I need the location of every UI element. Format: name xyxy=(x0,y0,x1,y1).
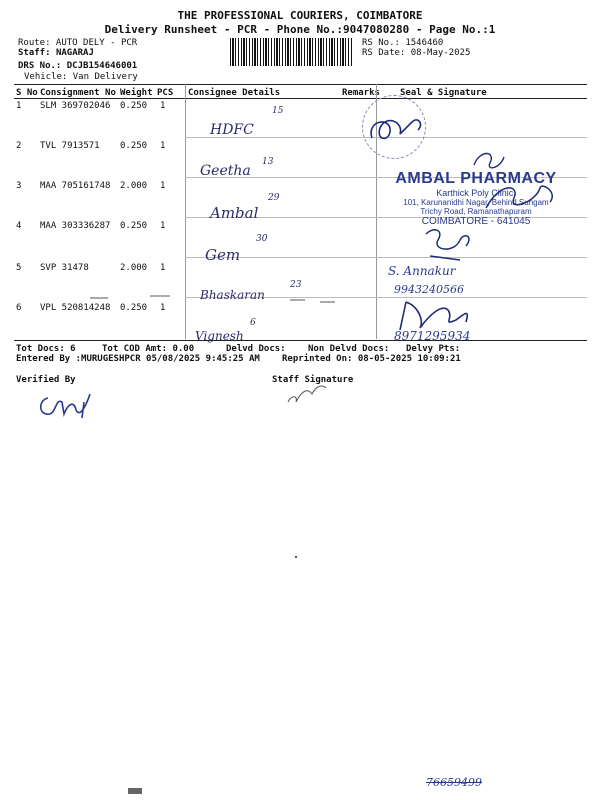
handwritten-consignee: Vignesh xyxy=(195,329,244,343)
table-header-rule xyxy=(14,98,587,99)
tot-docs: Tot Docs: 6 xyxy=(16,344,76,354)
stray-dot xyxy=(295,556,297,558)
table-top-rule xyxy=(14,84,587,85)
signature-mark xyxy=(420,224,480,264)
delvy-pts: Delvy Pts: xyxy=(406,344,461,354)
handwritten-number: 23 xyxy=(290,280,302,290)
table-cell-weight: 0.250 xyxy=(120,141,148,151)
table-cell-consignment: MAA 705161748 xyxy=(40,181,111,191)
handwritten-number: 29 xyxy=(268,193,280,203)
runsheet-subtitle: Delivery Runsheet - PCR - Phone No.:9047080280 - Page No.:1 xyxy=(104,23,496,36)
staff-signature-label: Staff Signature xyxy=(272,375,354,385)
handwritten-number: 13 xyxy=(262,157,274,167)
handwritten-number: 15 xyxy=(272,106,284,116)
verified-signature xyxy=(34,388,104,422)
table-cell-sno: 2 xyxy=(16,141,22,151)
delvd-docs: Delvd Docs: xyxy=(226,344,286,354)
table-cell-consignment: MAA 303336287 xyxy=(40,221,111,231)
stamp-name: AMBAL PHARMACY xyxy=(395,170,557,187)
handwritten-phone: 9943240566 xyxy=(394,283,464,296)
route-label: Route: AUTO DELY - PCR xyxy=(18,38,138,48)
stamp-line: COIMBATORE - 641045 xyxy=(421,216,531,227)
company-title: THE PROFESSIONAL COURIERS, COIMBATORE xyxy=(177,9,423,22)
col-pcs: PCS xyxy=(157,88,174,98)
handwritten-number: 6 xyxy=(250,318,256,328)
table-cell-sno: 6 xyxy=(16,303,22,313)
verified-by-label: Verified By xyxy=(16,375,76,385)
vehicle-label: Vehicle: Van Delivery xyxy=(24,72,138,82)
staff-label: Staff: xyxy=(18,48,51,58)
handwritten-consignee: Bhaskaran xyxy=(200,288,265,302)
handwritten-consignee: HDFC xyxy=(210,122,254,138)
stamp-line: Trichy Road, Ramanathapuram xyxy=(420,207,532,216)
row-divider xyxy=(185,257,587,258)
table-cell-consignment: VPL 520814248 xyxy=(40,303,111,313)
drs-number: DRS No.: DCJB154646001 xyxy=(18,61,138,71)
stray-mark xyxy=(128,788,142,794)
table-cell-weight: 0.250 xyxy=(120,221,148,231)
table-cell-weight: 2.000 xyxy=(120,263,148,273)
tot-cod-amt: Tot COD Amt: 0.00 xyxy=(102,344,195,354)
stamp-line: Karthick Poly Clinic, xyxy=(436,188,516,198)
table-cell-pcs: 1 xyxy=(160,141,166,151)
handwritten-consignee: Geetha xyxy=(200,163,251,179)
staff-name: NAGARAJ xyxy=(55,48,94,58)
table-cell-pcs: 1 xyxy=(160,101,166,111)
staff-field xyxy=(18,48,94,58)
non-delvd-docs: Non Delvd Docs: xyxy=(308,344,390,354)
table-cell-sno: 4 xyxy=(16,221,22,231)
table-cell-pcs: 1 xyxy=(160,221,166,231)
table-cell-sno: 3 xyxy=(16,181,22,191)
table-cell-pcs: 1 xyxy=(160,263,166,273)
handwritten-number: 30 xyxy=(256,234,268,244)
table-cell-sno: 1 xyxy=(16,101,22,111)
table-cell-weight: 0.250 xyxy=(120,303,148,313)
table-cell-weight: 0.250 xyxy=(120,101,148,111)
signature-mark xyxy=(362,108,442,148)
rs-date: RS Date: 08-May-2025 xyxy=(362,48,471,58)
table-bottom-rule xyxy=(14,340,587,341)
handwritten-consignee: Ambal xyxy=(210,204,259,222)
table-cell-consignment: SVP 31478 xyxy=(40,263,89,273)
table-cell-consignment: TVL 7913571 xyxy=(40,141,100,151)
col-weight: Weight xyxy=(120,88,153,98)
handwritten-receiver: S. Annakur xyxy=(388,264,456,278)
reprinted-on: Reprinted On: 08-05-2025 10:09:21 xyxy=(282,354,461,364)
table-cell-pcs: 1 xyxy=(160,181,166,191)
staff-signature-mark xyxy=(284,378,334,408)
handwritten-phone: 8971295934 xyxy=(394,329,471,343)
signature-mark xyxy=(480,178,570,218)
crossed-out-note: 76659499 xyxy=(426,776,482,789)
stamp-line: 101, Karunanidhi Nagar, Behind Sungam xyxy=(403,198,549,207)
scribble-dashes xyxy=(90,290,350,310)
table-cell-sno: 5 xyxy=(16,263,22,273)
table-cell-weight: 2.000 xyxy=(120,181,148,191)
entered-by: Entered By :MURUGESHPCR 05/08/2025 9:45:25 AM xyxy=(16,354,260,364)
handwritten-consignee: Gem xyxy=(205,246,241,264)
rs-number: RS No.: 1546460 xyxy=(362,38,444,48)
col-sno: S No xyxy=(16,88,38,98)
table-cell-consignment: SLM 369702046 xyxy=(40,101,111,111)
col-consignment: Consignment No xyxy=(40,88,116,98)
table-cell-pcs: 1 xyxy=(160,303,166,313)
col-remarks: Remarks xyxy=(342,88,380,98)
col-seal: Seal & Signature xyxy=(400,88,487,98)
col-consignee: Consignee Details xyxy=(188,88,281,98)
barcode xyxy=(230,38,353,66)
